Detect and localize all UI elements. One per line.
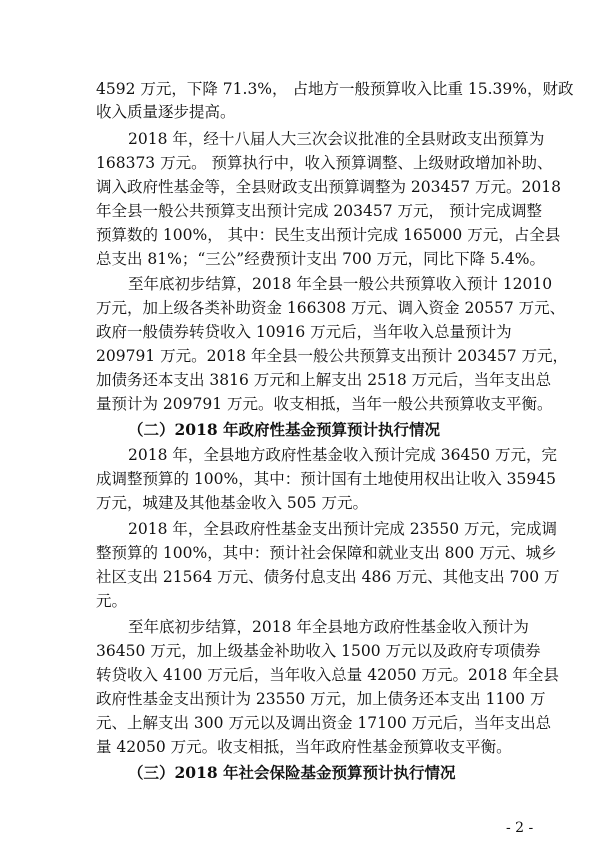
- body-text-line: 2018 年，全县政府性基金支出预计完成 23550 万元，完成调: [128, 520, 558, 538]
- body-text-line: 元。: [96, 592, 128, 610]
- body-text-line: 量预计为 209791 万元。收支相抵，当年一般公共预算收支平衡。: [96, 395, 553, 413]
- body-text-line: 2018 年，全县地方政府性基金收入预计完成 36450 万元，完: [128, 446, 558, 464]
- body-text-line: 调入政府性基金等，全县财政支出预算调整为 203457 万元。2018: [96, 178, 561, 196]
- body-text-line: 至年底初步结算，2018 年全县地方政府性基金收入预计为: [128, 618, 529, 636]
- body-text-line: 社区支出 21564 万元、债务付息支出 486 万元、其他支出 700 万: [96, 568, 560, 586]
- body-text-line: 至年底初步结算，2018 年全县一般公共预算收入预计 12010: [128, 275, 553, 293]
- body-text-line: 209791 万元。2018 年全县一般公共预算支出预计 203457 万元，: [96, 347, 568, 365]
- body-text-line: 4592 万元，下降 71.3%， 占地方一般预算收入比重 15.39%，财政: [96, 80, 574, 98]
- section-heading: （二）2018 年政府性基金预算预计执行情况: [128, 420, 441, 439]
- body-text-line: 整预算的 100%，其中：预计社会保障和就业支出 800 万元、城乡: [96, 544, 557, 562]
- body-text-line: 政府一般债券转贷收入 10916 万元后，当年收入总量预计为: [96, 323, 512, 341]
- body-text-line: 元、上解支出 300 万元以及调出资金 17100 万元后，当年支出总: [96, 714, 552, 732]
- body-text-line: 收入质量逐步提高。: [96, 103, 236, 121]
- body-text-line: 36450 万元，加上级基金补助收入 1500 万元以及政府专项债券: [96, 642, 541, 660]
- body-text-line: 168373 万元。 预算执行中，收入预算调整、上级财政增加补助、: [96, 154, 553, 172]
- body-text-line: 成调整预算的 100%，其中：预计国有土地使用权出让收入 35945: [96, 470, 556, 488]
- body-text-line: 年全县一般公共预算支出预计完成 203457 万元， 预计完成调整: [96, 202, 542, 220]
- body-text-line: 政府性基金支出预计为 23550 万元，加上债务还本支出 1100 万: [96, 690, 546, 708]
- section-heading: （三）2018 年社会保险基金预算预计执行情况: [128, 763, 456, 782]
- body-text-line: 2018 年，经十八届人大三次会议批准的全县财政支出预算为: [128, 130, 545, 148]
- body-text-line: 加债务还本支出 3816 万元和上解支出 2518 万元后，当年支出总: [96, 371, 552, 389]
- body-text-line: 转贷收入 4100 万元后，当年收入总量 42050 万元。2018 年全县: [96, 666, 559, 684]
- body-text-line: 量 42050 万元。收支相抵，当年政府性基金预算收支平衡。: [96, 738, 512, 756]
- page-number: - 2 -: [506, 820, 534, 836]
- body-text-line: 预算数的 100%， 其中：民生支出预计完成 165000 万元，占全县: [96, 226, 561, 244]
- body-text-line: 万元，加上级各类补助资金 166308 万元、调入资金 20557 万元、: [96, 299, 566, 317]
- body-text-line: 总支出 81%；“三公”经费预计支出 700 万元，同比下降 5.4%。: [96, 250, 545, 268]
- body-text-line: 万元，城建及其他基金收入 505 万元。: [96, 494, 368, 512]
